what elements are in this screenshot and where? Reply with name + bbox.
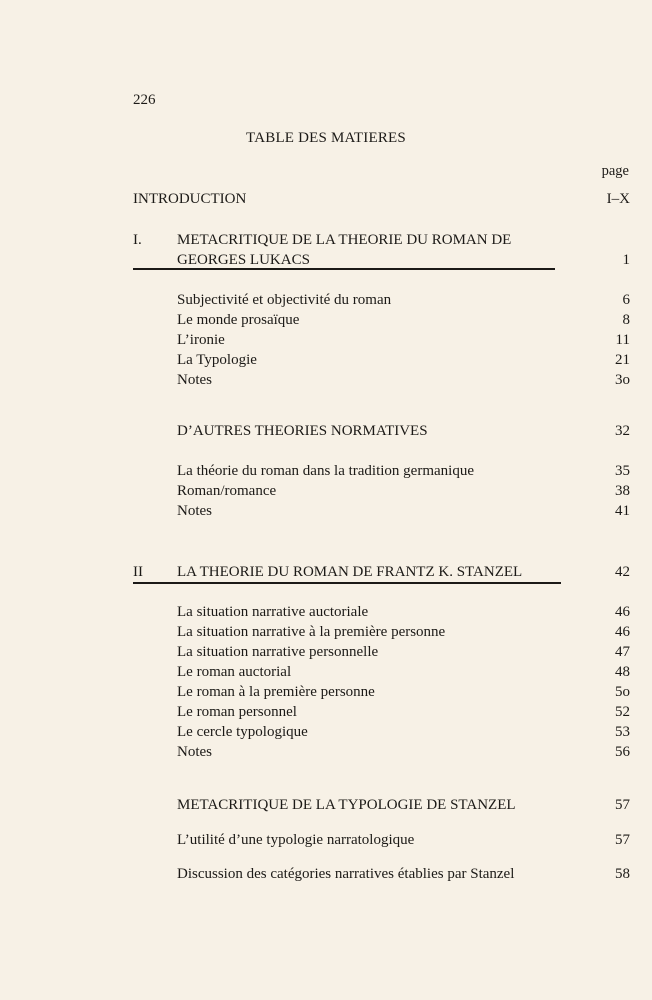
part-number: I. [133,232,142,248]
toc-entry[interactable] [0,290,652,310]
toc-entry-page: 5o [615,684,630,700]
toc-entry[interactable] [0,662,652,682]
toc-entry-page: I–X [606,191,630,207]
toc-entry[interactable] [0,330,652,350]
toc-entry-label: Subjectivité et objectivité du roman [177,292,392,308]
part-heading-label: LA THEORIE DU ROMAN DE FRANTZ K. STANZEL [177,564,523,580]
toc-entry-label: La Typologie [177,352,257,368]
toc-entry[interactable] [0,682,652,702]
toc-entry-page: 3o [615,372,630,388]
toc-entry-page: 21 [615,352,630,368]
toc-entry-page: 32 [615,423,630,439]
part-heading-line2: GEORGES LUKACS [177,252,310,268]
toc-entry-label: Notes [177,503,212,519]
page-number: 226 [133,92,156,108]
heading-underline [133,582,561,584]
toc-entry-label: Discussion des catégories narratives établies par Stanzel [177,866,515,882]
toc-entry[interactable] [0,350,652,370]
toc-entry[interactable] [0,830,652,850]
toc-entry[interactable] [0,370,652,390]
page-title: TABLE DES MATIERES [246,130,406,146]
toc-entry-label: Notes [177,744,212,760]
toc-entry-label: La situation narrative personnelle [177,644,379,660]
toc-entry-label: L’utilité d’une typologie narratologique [177,832,415,848]
part-number: II [133,564,143,580]
toc-entry-page: 47 [615,644,630,660]
toc-entry[interactable] [0,310,652,330]
toc-entry-page: 53 [615,724,630,740]
toc-part-heading[interactable] [0,230,652,250]
toc-entry-label: La situation narrative à la première personne [177,624,446,640]
toc-entry-introduction[interactable] [0,189,652,209]
toc-entry-page: 46 [615,604,630,620]
toc-entry-page: 56 [615,744,630,760]
page-column-label: page [601,163,629,179]
toc-entry[interactable] [0,481,652,501]
toc-entry-label: La situation narrative auctoriale [177,604,369,620]
toc-entry-label: La théorie du roman dans la tradition germanique [177,463,474,479]
toc-entry-page: 41 [615,503,630,519]
toc-entry-page: 46 [615,624,630,640]
part-heading-line1: METACRITIQUE DE LA THEORIE DU ROMAN DE [177,232,512,248]
toc-subsection-heading[interactable] [0,795,652,815]
toc-entry-page: 52 [615,704,630,720]
toc-entry-page: 57 [615,832,630,848]
toc-entry-label: Le roman auctorial [177,664,292,680]
toc-entry[interactable] [0,864,652,884]
toc-entry-page: 8 [622,312,630,328]
toc-entry-page: 1 [622,252,630,268]
toc-entry-page: 35 [615,463,630,479]
toc-entry-page: 38 [615,483,630,499]
toc-subsection-heading[interactable] [0,421,652,441]
toc-entry-page: 6 [622,292,630,308]
toc-entry-page: 58 [615,866,630,882]
toc-entry[interactable] [0,742,652,762]
toc-entry-label: Le roman personnel [177,704,297,720]
toc-entry-label: Notes [177,372,212,388]
toc-part-heading[interactable] [0,562,652,582]
toc-entry-label: Le monde prosaïque [177,312,300,328]
toc-entry[interactable] [0,461,652,481]
heading-underline [133,268,555,270]
toc-entry-page: 42 [615,564,630,580]
toc-entry-label: Le roman à la première personne [177,684,375,700]
toc-entry-label: L’ironie [177,332,225,348]
toc-entry[interactable] [0,722,652,742]
subsection-heading-label: METACRITIQUE DE LA TYPOLOGIE DE STANZEL [177,797,516,813]
toc-entry[interactable] [0,642,652,662]
toc-entry-page: 57 [615,797,630,813]
toc-entry-label: Le cercle typologique [177,724,308,740]
toc-entry[interactable] [0,602,652,622]
subsection-heading-label: D’AUTRES THEORIES NORMATIVES [177,423,428,439]
toc-entry[interactable] [0,702,652,722]
toc-entry[interactable] [0,501,652,521]
toc-entry[interactable] [0,622,652,642]
toc-part-heading-continued[interactable] [0,250,652,270]
toc-entry-page: 11 [615,332,630,348]
toc-entry-label: Roman/romance [177,483,277,499]
toc-entry-page: 48 [615,664,630,680]
toc-entry-label: INTRODUCTION [133,191,247,207]
